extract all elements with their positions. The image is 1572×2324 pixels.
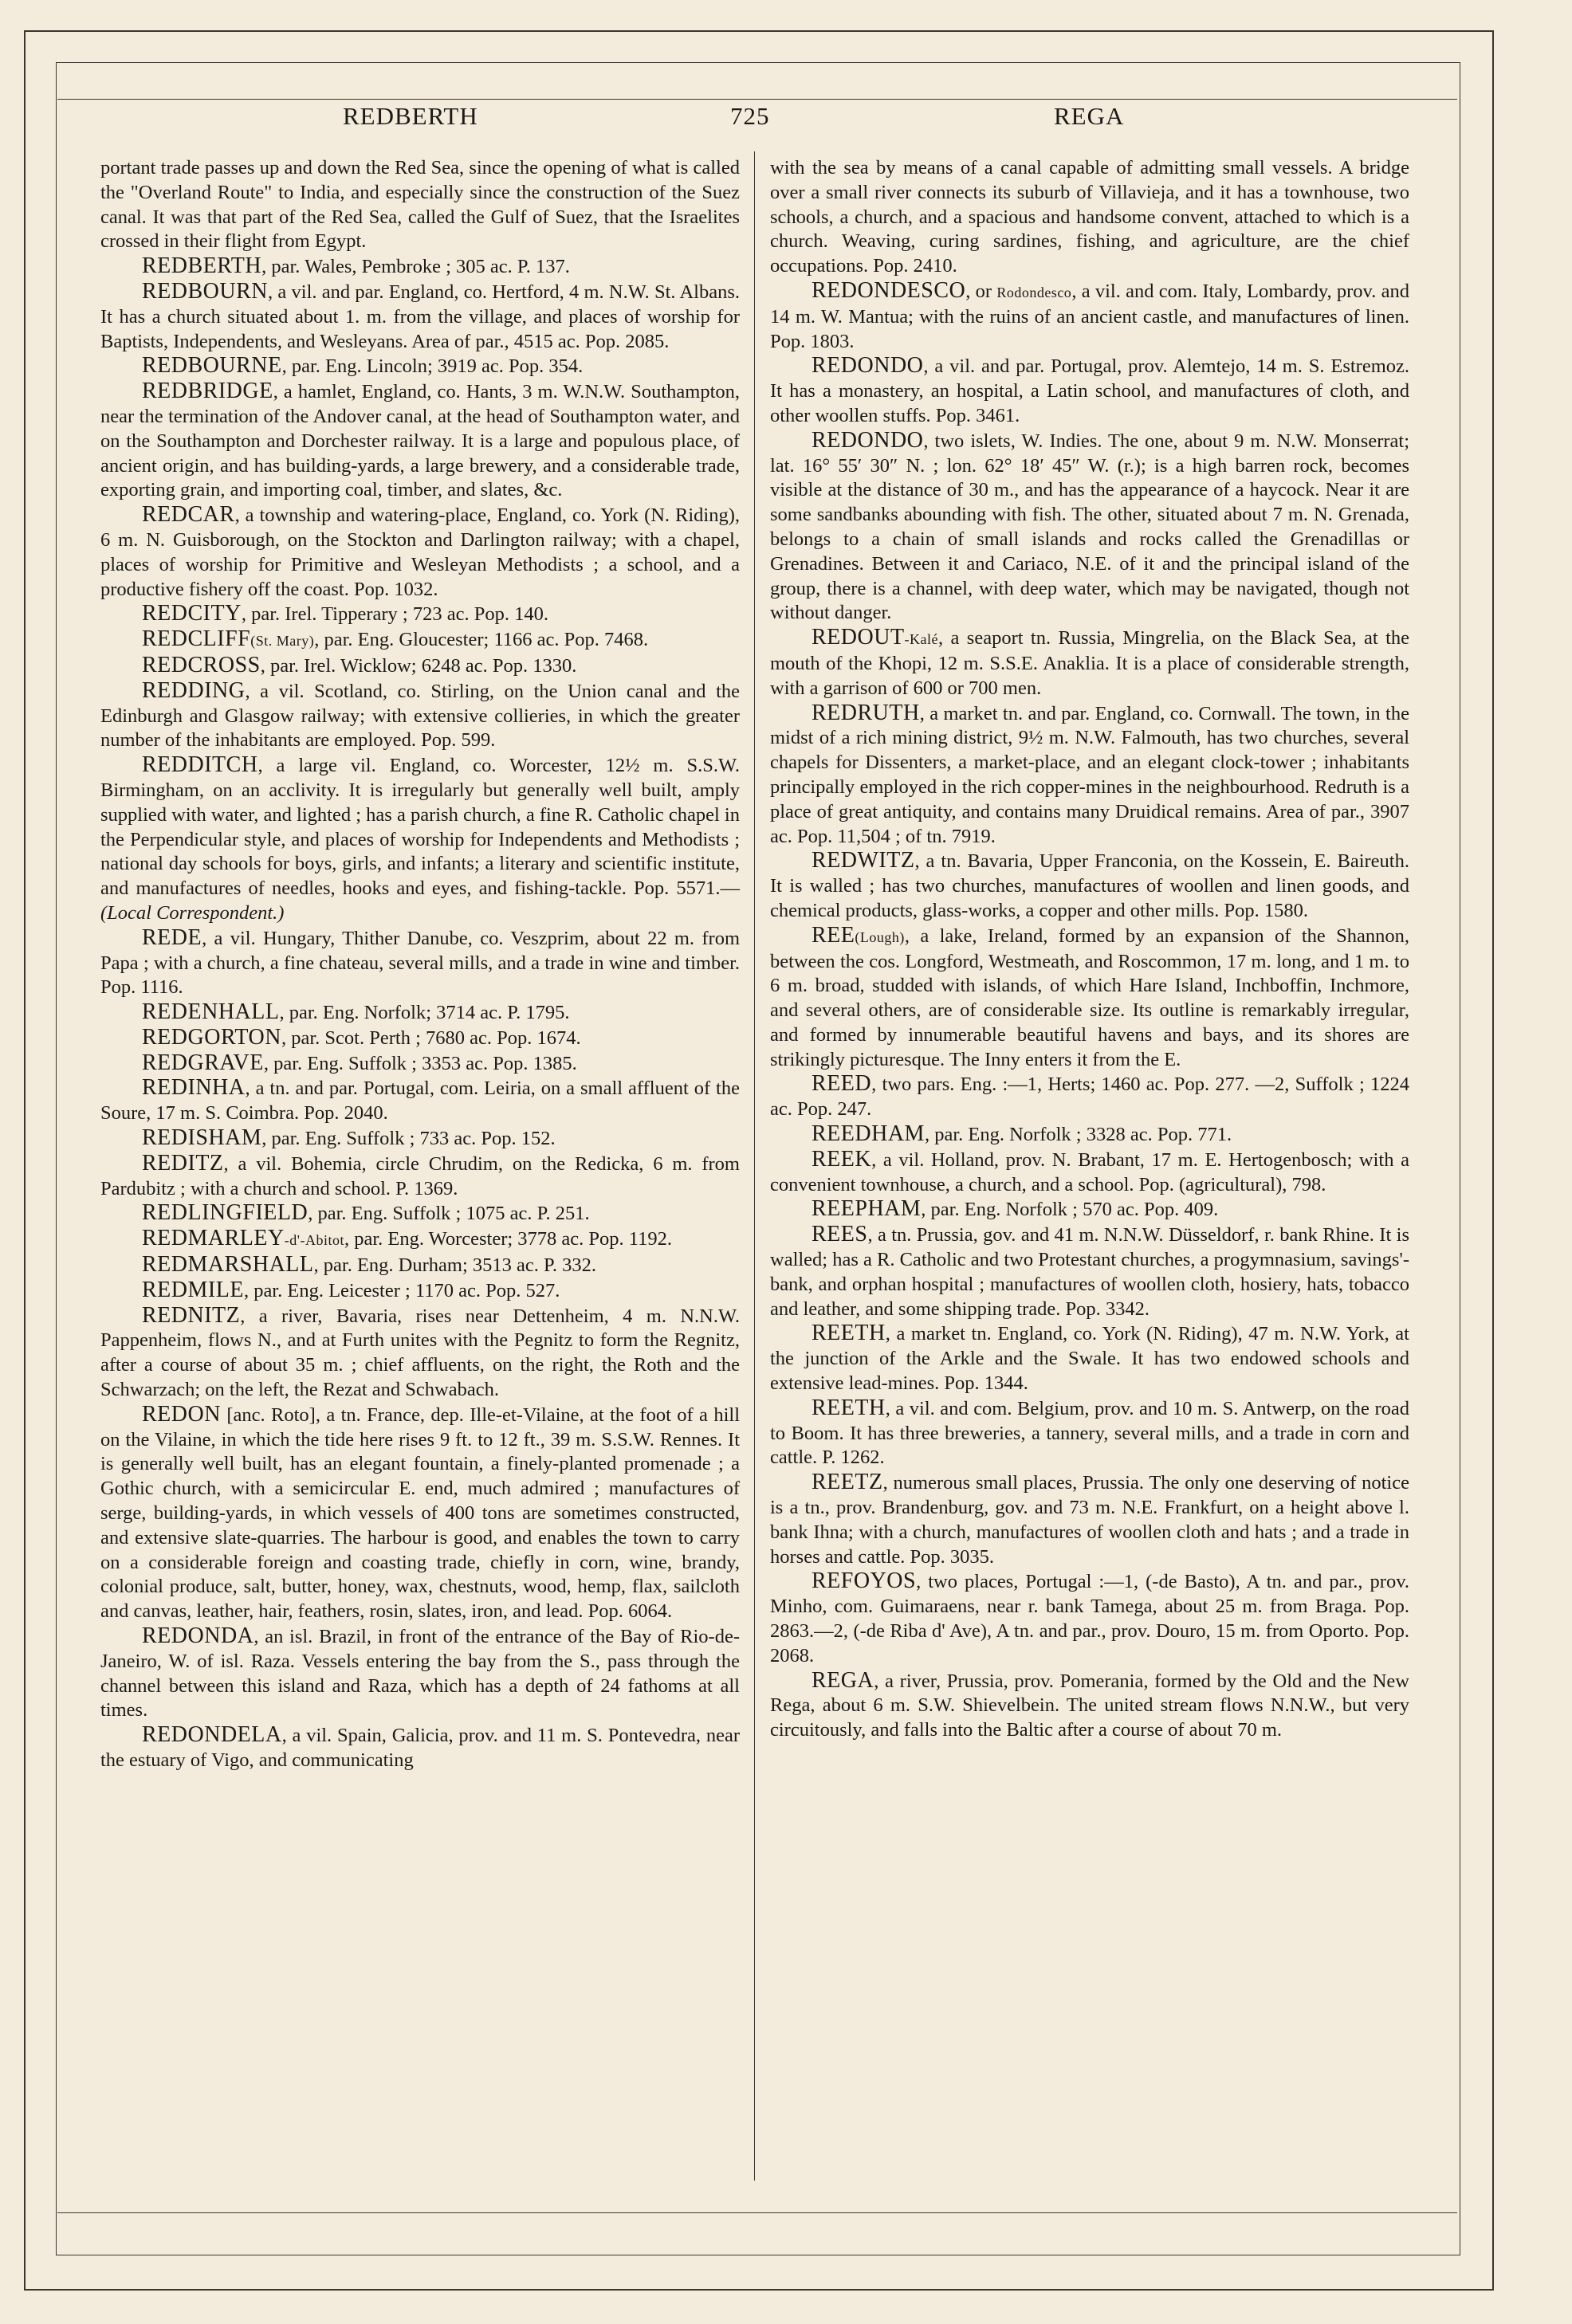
entry-text: , par. Eng. Norfolk ; 3328 ac. Pop. 771. xyxy=(924,1124,1232,1146)
entry-headword: REETH xyxy=(812,1395,886,1420)
entry-headword: REEK xyxy=(812,1146,872,1172)
gazetteer-entry xyxy=(100,1076,740,1126)
entry-headword: REDLINGFIELD xyxy=(142,1200,309,1226)
entry-headword: REDGORTON xyxy=(142,1024,281,1050)
gazetteer-entry xyxy=(770,429,1409,626)
entry-headword: REDONDO xyxy=(812,353,924,379)
gazetteer-entry xyxy=(100,280,740,354)
entry-small-caps: -Kalé xyxy=(904,631,939,648)
entry-text: , par. Eng. Norfolk ; 570 ac. Pop. 409. xyxy=(921,1199,1219,1221)
entry-headword: REDON xyxy=(142,1401,221,1427)
entry-headword: REFOYOS xyxy=(812,1568,917,1594)
entry-headword: REDINHA xyxy=(142,1075,246,1101)
entry-headword: REED xyxy=(812,1071,872,1097)
entry-headword: REDMARSHALL xyxy=(142,1252,314,1278)
entry-headword: REDCLIFF xyxy=(142,626,251,652)
entry-text: , a hamlet, England, co. Hants, 3 m. W.N.W. Southampton, near the termination of the Andover canal, at the head of Southampton water, and on the Southampton and Dorchester railway. It is a large and populous place, of ancient origin, and has building-yards, a large brewery, and a considerable trade, exporting grain, and importing coal, timber, and slates, &c. xyxy=(100,381,740,501)
entry-headword: REETH xyxy=(812,1321,886,1346)
gazetteer-entry xyxy=(100,753,740,926)
entry-text: , par. Eng. Leicester ; 1170 ac. Pop. 527. xyxy=(243,1279,560,1301)
left-column xyxy=(100,156,740,1773)
gazetteer-entry xyxy=(770,1122,1409,1148)
entry-headword: REDBOURNE xyxy=(142,353,282,379)
entry-headword: REDONDO xyxy=(812,427,924,453)
entry-text: , par. Eng. Norfolk; 3714 ac. P. 1795. xyxy=(279,1002,570,1024)
entry-text: , a vil. and com. Italy, Lombardy, prov. and 14 m. W. Mantua; with the ruins of an ancient castle, and manufactures of linen. Pop. 1803. xyxy=(770,280,1409,352)
gazetteer-entry xyxy=(100,1051,740,1077)
entry-headword: REDCROSS xyxy=(142,652,261,677)
entry-text: [anc. Roto], a tn. France, dep. Ille-et-Vilaine, at the foot of a hill on the Vilaine, in which the tide here rises 9 ft. to 12 ft., 39 m. S.S.W. Rennes. It is generally well built, has an elegant fountain, a finely-planted promenade ; a Gothic church, with a semicircular E. end, much admired ; manufactures of serge, building-yards, in which vessels of 400 tons are sometimes constructed, and extensive slate-quarries. The harbour is good, and enables the town to carry on a considerable foreign and coasting trade, chiefly in corn, wine, brandy, colonial produce, salt, butter, honey, wax, chestnuts, wood, hemp, flax, sailcloth and canvas, leather, hair, feathers, rosin, slates, iron, and lead. Pop. 6064. xyxy=(100,1403,740,1623)
entry-text: , par. Eng. Worcester; 3778 ac. Pop. 1192. xyxy=(344,1228,673,1250)
entry-text: , par. Eng. Suffolk ; 1075 ac. P. 251. xyxy=(308,1203,590,1225)
entry-text: portant trade passes up and down the Red Sea, since the opening of what is called the "Overland Route" to India, and especially since the construction of the Suez canal. It was that part of the Red Sea, called the Gulf of Suez, that the Israelites crossed in their flight from Egypt. xyxy=(100,157,740,253)
gazetteer-entry xyxy=(100,354,740,379)
gazetteer-entry xyxy=(100,654,740,679)
gazetteer-entry xyxy=(100,926,740,1000)
entry-text: , par. Eng. Suffolk ; 3353 ac. Pop. 1385. xyxy=(263,1052,577,1074)
gazetteer-entry xyxy=(770,354,1409,428)
gazetteer-entry xyxy=(100,1723,740,1773)
entry-text: , a vil. and par. Portugal, prov. Alemtejo, 14 m. S. Estremoz. It has a monastery, an hospital, a Latin school, and manufactures of cloth, and other woollen stuffs. Pop. 3461. xyxy=(770,355,1409,426)
entry-text: , a lake, Ireland, formed by an expansion of the Shannon, between the cos. Longford, Westmeath, and Roscommon, 17 m. long, and 1 m. to 6 m. broad, studded with islands, of which Hare Island, Inchboffin, Inchmore, and several others, are of considerable size. Its outline is remarkably irregular, and formed by innumerable beautiful havens and bays, and its shores are strikingly picturesque. The Inny enters it from the E. xyxy=(770,924,1409,1070)
entry-headword: REDOUT xyxy=(812,625,905,650)
entry-headword: REDONDA xyxy=(142,1623,254,1649)
entry-text: , a vil. Hungary, Thither Danube, co. Veszprim, about 22 m. from Papa ; with a church, a fine chateau, several mills, and a trade in wine and timber. Pop. 1116. xyxy=(100,927,740,999)
entry-small-caps: -d'-Abitot xyxy=(284,1232,344,1249)
entry-text: , a vil. and com. Belgium, prov. and 10 m. S. Antwerp, on the road to Boom. It has three breweries, a tannery, several mills, and a trade in corn and cattle. P. 1262. xyxy=(770,1397,1409,1469)
running-head-left: REDBERTH xyxy=(343,102,478,130)
gazetteer-entry xyxy=(100,156,740,254)
entry-headword: REDMARLEY xyxy=(142,1226,285,1251)
header-rule xyxy=(57,99,1457,100)
entry-headword: REDRUTH xyxy=(812,700,920,725)
gazetteer-entry xyxy=(770,701,1409,850)
entry-headword: REDBRIDGE xyxy=(142,379,273,404)
entry-headword: REDNITZ xyxy=(142,1302,241,1328)
entry-text: , a vil. Spain, Galicia, prov. and 11 m. S. Pontevedra, near the estuary of Vigo, and communicating xyxy=(100,1725,740,1771)
entry-headword: REEDHAM xyxy=(812,1121,925,1147)
entry-text: , an isl. Brazil, in front of the entrance of the Bay of Rio-de-Janeiro, W. of isl. Raza. Vessels entering the bay from the S., pass through the channel between this island and Raza, which has a depth of 24 fathoms at all times. xyxy=(100,1626,740,1721)
entry-text: with the sea by means of a canal capable of admitting small vessels. A bridge over a small river connects its suburb of Villavieja, and it has a townhouse, two schools, a church, and a spacious and handsome convent, attached to which is a church. Weaving, curing sardines, fishing, and agriculture, are the chief occupations. Pop. 2410. xyxy=(770,157,1409,277)
entry-text: , a vil. and par. England, co. Hertford, 4 m. N.W. St. Albans. It has a church situated about 1. m. from the village, and places of worship for Baptists, Independents, and Wesleyans. Area of par., 4515 ac. Pop. 2085. xyxy=(100,281,740,352)
entry-small-caps: Rodondesco xyxy=(996,284,1072,300)
gazetteer-entry xyxy=(100,1403,740,1624)
entry-text: , par. Eng. Suffolk ; 733 ac. Pop. 152. xyxy=(261,1128,556,1150)
entry-text: , a river, Bavaria, rises near Dettenheim, 4 m. N.N.W. Pappenheim, flows N., and at Furth unites with the Pegnitz to form the Regnitz, after a course of about 35 m. ; chief affluents, on the right, the Roth and the Schwarzach; on the left, the Rezat and Schwabach. xyxy=(100,1305,740,1401)
entry-text: , or xyxy=(965,280,997,302)
entry-text: , a tn. Prussia, gov. and 41 m. N.N.W. Düsseldorf, r. bank Rhine. It is walled; has a R. Catholic and two Protestant churches, a progymnasium, savings'-bank, and orphan hospital ; manufactures of woollen cloth, hosiery, hats, tobacco and leather, and some shipping trade. Pop. 3342. xyxy=(770,1224,1409,1320)
entry-text: , par. Eng. Lincoln; 3919 ac. Pop. 354. xyxy=(281,355,584,378)
gazetteer-entry xyxy=(770,1396,1409,1470)
entry-headword: REDWITZ xyxy=(812,848,915,873)
entry-headword: REDISHAM xyxy=(142,1125,262,1151)
entry-text: , numerous small places, Prussia. The only one deserving of notice is a tn., prov. Brandenburg, gov. and 73 m. N.E. Frankfurt, on a height above l. bank Ihna; with a church, manufactures of woollen cloth and hats ; and a trade in horses and cattle. Pop. 3035. xyxy=(770,1472,1409,1568)
gazetteer-entry xyxy=(770,1197,1409,1223)
gazetteer-entry xyxy=(770,1321,1409,1396)
running-head-right: REGA xyxy=(1054,102,1125,130)
entry-headword: REDONDELA xyxy=(142,1722,282,1748)
entry-headword: REGA xyxy=(812,1667,874,1693)
gazetteer-entry xyxy=(100,379,740,503)
entry-text: , a vil. Scotland, co. Stirling, on the Union canal and the Edinburgh and Glasgow railway; with extensive collieries, in which the greater number of the inhabitants are employed. Pop. 599. xyxy=(100,680,740,752)
gazetteer-entry xyxy=(100,1201,740,1227)
entry-text: , a vil. Holland, prov. N. Brabant, 17 m. E. Hertogenbosch; with a convenient townhouse, a church, and a school. Pop. (agricultural), 798. xyxy=(770,1148,1409,1195)
entry-text: , a market tn. England, co. York (N. Riding), 47 m. N.W. York, at the junction of the Arkle and the Swale. It has two endowed schools and extensive lead-mines. Pop. 1344. xyxy=(770,1323,1409,1395)
entry-headword: REETZ xyxy=(812,1470,883,1495)
entry-text: , a large vil. England, co. Worcester, 12½ m. S.S.W. Birmingham, on an acclivity. It is irregularly but generally well built, amply supplied with water, and lighted ; has a parish church, a fine R. Catholic chapel in the Perpendicular style, and places of worship for Independents and Methodists ; national day schools for boys, girls, and infants; a literary and scientific institute, and manufactures of needles, hooks and eyes, and fishing-tackle. Pop. 5571.— xyxy=(100,755,740,900)
entry-text: , a vil. Bohemia, circle Chrudim, on the Redicka, 6 m. from Pardubitz ; with a church and school. P. 1369. xyxy=(100,1152,740,1199)
entry-headword: REDONDESCO xyxy=(812,277,966,303)
entry-headword: REDBOURN xyxy=(142,278,269,304)
entry-text: , par. Eng. Gloucester; 1166 ac. Pop. 7468. xyxy=(314,629,649,651)
gazetteer-entry xyxy=(100,1000,740,1026)
entry-text: , two islets, W. Indies. The one, about 9 m. N.W. Monserrat; lat. 16° 55′ 30″ N. ; lon. 62° 18′ 45″ W. (r.); is a high barren rock, becomes visible at the distance of 30 m., and has the appearance of a haycock. Near it are some sandbanks abounding with fish. The other, situated about 7 m. N. Grenada, belongs to a chain of small islands and rocks called the Grenadillas or Grenadines. Between it and Cariaco, N.E. of it and the principal island of the group, there is a channel, with deep water, which may be navigated, though not without danger. xyxy=(770,430,1409,624)
entry-headword: REDDITCH xyxy=(142,752,258,778)
gazetteer-entry xyxy=(770,924,1409,1073)
entry-headword: REDMILE xyxy=(142,1277,244,1302)
entry-small-caps: (Lough) xyxy=(855,928,905,945)
entry-text: , two pars. Eng. :—1, Herts; 1460 ac. Pop. 277. —2, Suffolk ; 1224 ac. Pop. 247. xyxy=(770,1074,1409,1121)
entry-text: , a tn. and par. Portugal, com. Leiria, on a small affluent of the Soure, 17 m. S. Coimbra. Pop. 2040. xyxy=(100,1078,740,1125)
gazetteer-entry xyxy=(100,627,740,654)
entry-headword: REDE xyxy=(142,924,202,950)
gazetteer-entry xyxy=(770,279,1409,354)
gazetteer-entry xyxy=(770,1072,1409,1122)
entry-text: , a river, Prussia, prov. Pomerania, formed by the Old and the New Rega, about 6 m. S.W. Shievelbein. The united stream flows N.N.W., but very circuitously, and falls into the Baltic after a course of about 70 m. xyxy=(770,1670,1409,1741)
entry-text: , a seaport tn. Russia, Mingrelia, on the Black Sea, at the mouth of the Khopi, 12 m. S.S.E. Anaklia. It is a place of considerable strength, with a garrison of 600 or 700 men. xyxy=(770,627,1409,699)
entry-small-caps: (St. Mary) xyxy=(250,633,315,650)
entry-text: , a township and watering-place, England, co. York (N. Riding), 6 m. N. Guisborough, on the Stockton and Darlington railway; with a chapel, places of worship for Primitive and Wesleyan Methodists ; a school, and a productive fishery off the coast. Pop. 1032. xyxy=(100,504,740,600)
entry-headword: REDENHALL xyxy=(142,999,280,1025)
entry-headword: REE xyxy=(812,922,855,948)
gazetteer-entry xyxy=(770,1148,1409,1198)
gazetteer-entry xyxy=(100,1304,740,1403)
gazetteer-entry xyxy=(100,602,740,627)
gazetteer-entry xyxy=(770,849,1409,923)
gazetteer-entry xyxy=(100,503,740,602)
entry-headword: REDGRAVE xyxy=(142,1050,264,1075)
gazetteer-entry xyxy=(770,1569,1409,1668)
entry-headword: REDITZ xyxy=(142,1150,224,1176)
gazetteer-entry xyxy=(100,1152,740,1202)
right-column xyxy=(770,156,1409,1743)
entry-text: , a market tn. and par. England, co. Cornwall. The town, in the midst of a rich mining district, 9½ m. N.W. Falmouth, has two churches, several chapels for Dissenters, a market-place, and an elegant clock-tower ; inhabitants principally employed in the rich copper-mines in the neighbourhood. Redruth is a place of great antiquity, and contains many Druidical remains. Area of par., 3907 ac. Pop. 11,504 ; of tn. 7919. xyxy=(770,702,1409,847)
gazetteer-entry xyxy=(100,1278,740,1304)
entry-headword: REDCAR xyxy=(142,502,235,528)
footer-rule xyxy=(57,2212,1457,2213)
entry-italic: (Local Correspondent.) xyxy=(100,901,285,924)
entry-text: , par. Eng. Durham; 3513 ac. P. 332. xyxy=(313,1254,597,1277)
entry-headword: REDDING xyxy=(142,677,246,703)
gazetteer-entry xyxy=(770,1223,1409,1321)
gazetteer-entry xyxy=(770,156,1409,279)
entry-text: , par. Scot. Perth ; 7680 ac. Pop. 1674. xyxy=(281,1027,581,1049)
entry-text: , par. Irel. Wicklow; 6248 ac. Pop. 1330. xyxy=(260,654,577,677)
gazetteer-entry xyxy=(100,679,740,753)
entry-text: , par. Wales, Pembroke ; 305 ac. P. 137. xyxy=(261,256,570,278)
gazetteer-entry xyxy=(100,1253,740,1278)
entry-headword: REEPHAM xyxy=(812,1196,922,1222)
gazetteer-entry xyxy=(100,254,740,280)
gazetteer-entry xyxy=(100,1026,740,1051)
entry-headword: REDCITY xyxy=(142,601,242,626)
gazetteer-entry xyxy=(100,1227,740,1253)
gazetteer-entry xyxy=(100,1126,740,1152)
gazetteer-entry xyxy=(770,1470,1409,1569)
column-divider xyxy=(754,151,755,2181)
page-number: 725 xyxy=(730,102,770,130)
entry-headword: REDBERTH xyxy=(142,253,262,279)
entry-text: , par. Irel. Tipperary ; 723 ac. Pop. 140. xyxy=(241,603,548,626)
entry-text: , a tn. Bavaria, Upper Franconia, on the Kossein, E. Baireuth. It is walled ; has two churches, manufactures of woollen and linen goods, and chemical products, glass-works, a copper and other mills. Pop. 1580. xyxy=(770,850,1409,921)
gazetteer-entry xyxy=(100,1624,740,1723)
gazetteer-entry xyxy=(770,1669,1409,1743)
gazetteer-entry xyxy=(770,626,1409,701)
entry-headword: REES xyxy=(812,1222,868,1247)
entry-text: , two places, Portugal :—1, (-de Basto), A tn. and par., prov. Minho, com. Guimaraens, near r. bank Tamega, about 25 m. from Braga. Pop. 2863.—2, (-de Riba d' Ave), A tn. and par., prov. Douro, 15 m. from Oporto. Pop. 2068. xyxy=(770,1571,1409,1666)
